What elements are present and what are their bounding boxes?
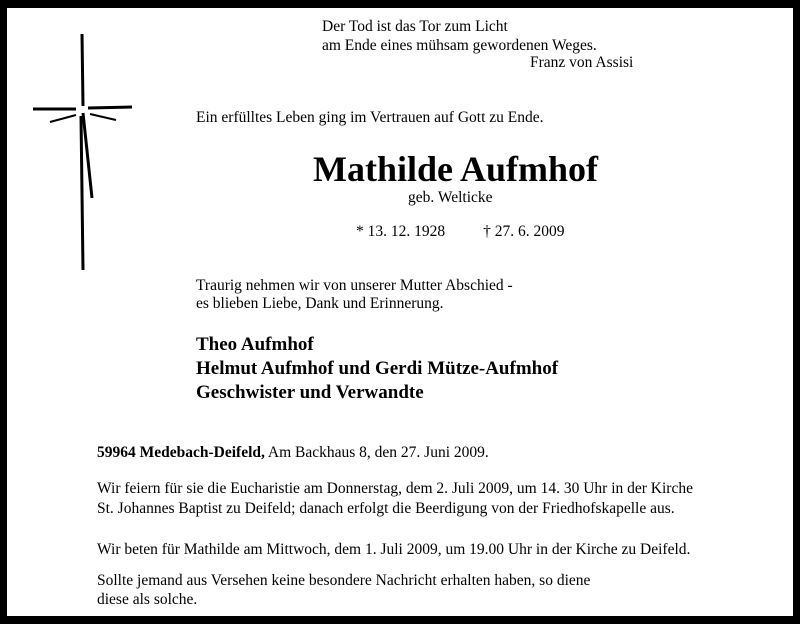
- mourner-name: Geschwister und Verwandte: [196, 382, 424, 403]
- quote-line-1: Der Tod ist das Tor zum Licht: [322, 18, 508, 35]
- address-details: Am Backhaus 8, den 27. Juni 2009.: [264, 444, 489, 461]
- farewell-line-1: Traurig nehmen wir von unserer Mutter Abschied -: [196, 277, 513, 294]
- life-dates: [356, 222, 565, 241]
- death-date: † 27. 6. 2009: [483, 223, 565, 240]
- farewell-line-2: es blieben Liebe, Dank und Erinnerung.: [196, 295, 444, 312]
- quote-author: Franz von Assisi: [530, 54, 634, 71]
- note-line-1: Sollte jemand aus Versehen keine besondere Nachricht erhalten haben, so diene: [97, 572, 591, 589]
- note-line-2: diese als solche.: [97, 591, 198, 608]
- prayer-text: Wir beten für Mathilde am Mittwoch, dem 1. Juli 2009, um 19.00 Uhr in der Kirche zu Deifeld.: [97, 541, 691, 558]
- obituary-notice: [7, 8, 793, 616]
- service-line-1: Wir feiern für sie die Eucharistie am Donnerstag, dem 2. Juli 2009, um 14. 30 Uhr in der Kirche: [97, 480, 693, 497]
- quote-line-2: am Ende eines mühsam gewordenen Weges.: [322, 37, 597, 54]
- mourner-name: Helmut Aufmhof und Gerdi Mütze-Aufmhof: [196, 358, 559, 379]
- mourner-name: Theo Aufmhof: [196, 334, 314, 355]
- service-line-2: St. Johannes Baptist zu Deifeld; danach erfolgt die Beerdigung von der Friedhofskapelle aus.: [97, 500, 675, 517]
- address-place: 59964 Medebach-Deifeld,: [97, 444, 265, 461]
- cross-icon: [32, 34, 132, 270]
- birth-name: geb. Welticke: [408, 189, 493, 206]
- birth-date: * 13. 12. 1928: [356, 223, 446, 240]
- deceased-name: Mathilde Aufmhof: [313, 149, 599, 189]
- address-line: [97, 443, 489, 462]
- intro-text: Ein erfülltes Leben ging im Vertrauen auf Gott zu Ende.: [196, 109, 544, 126]
